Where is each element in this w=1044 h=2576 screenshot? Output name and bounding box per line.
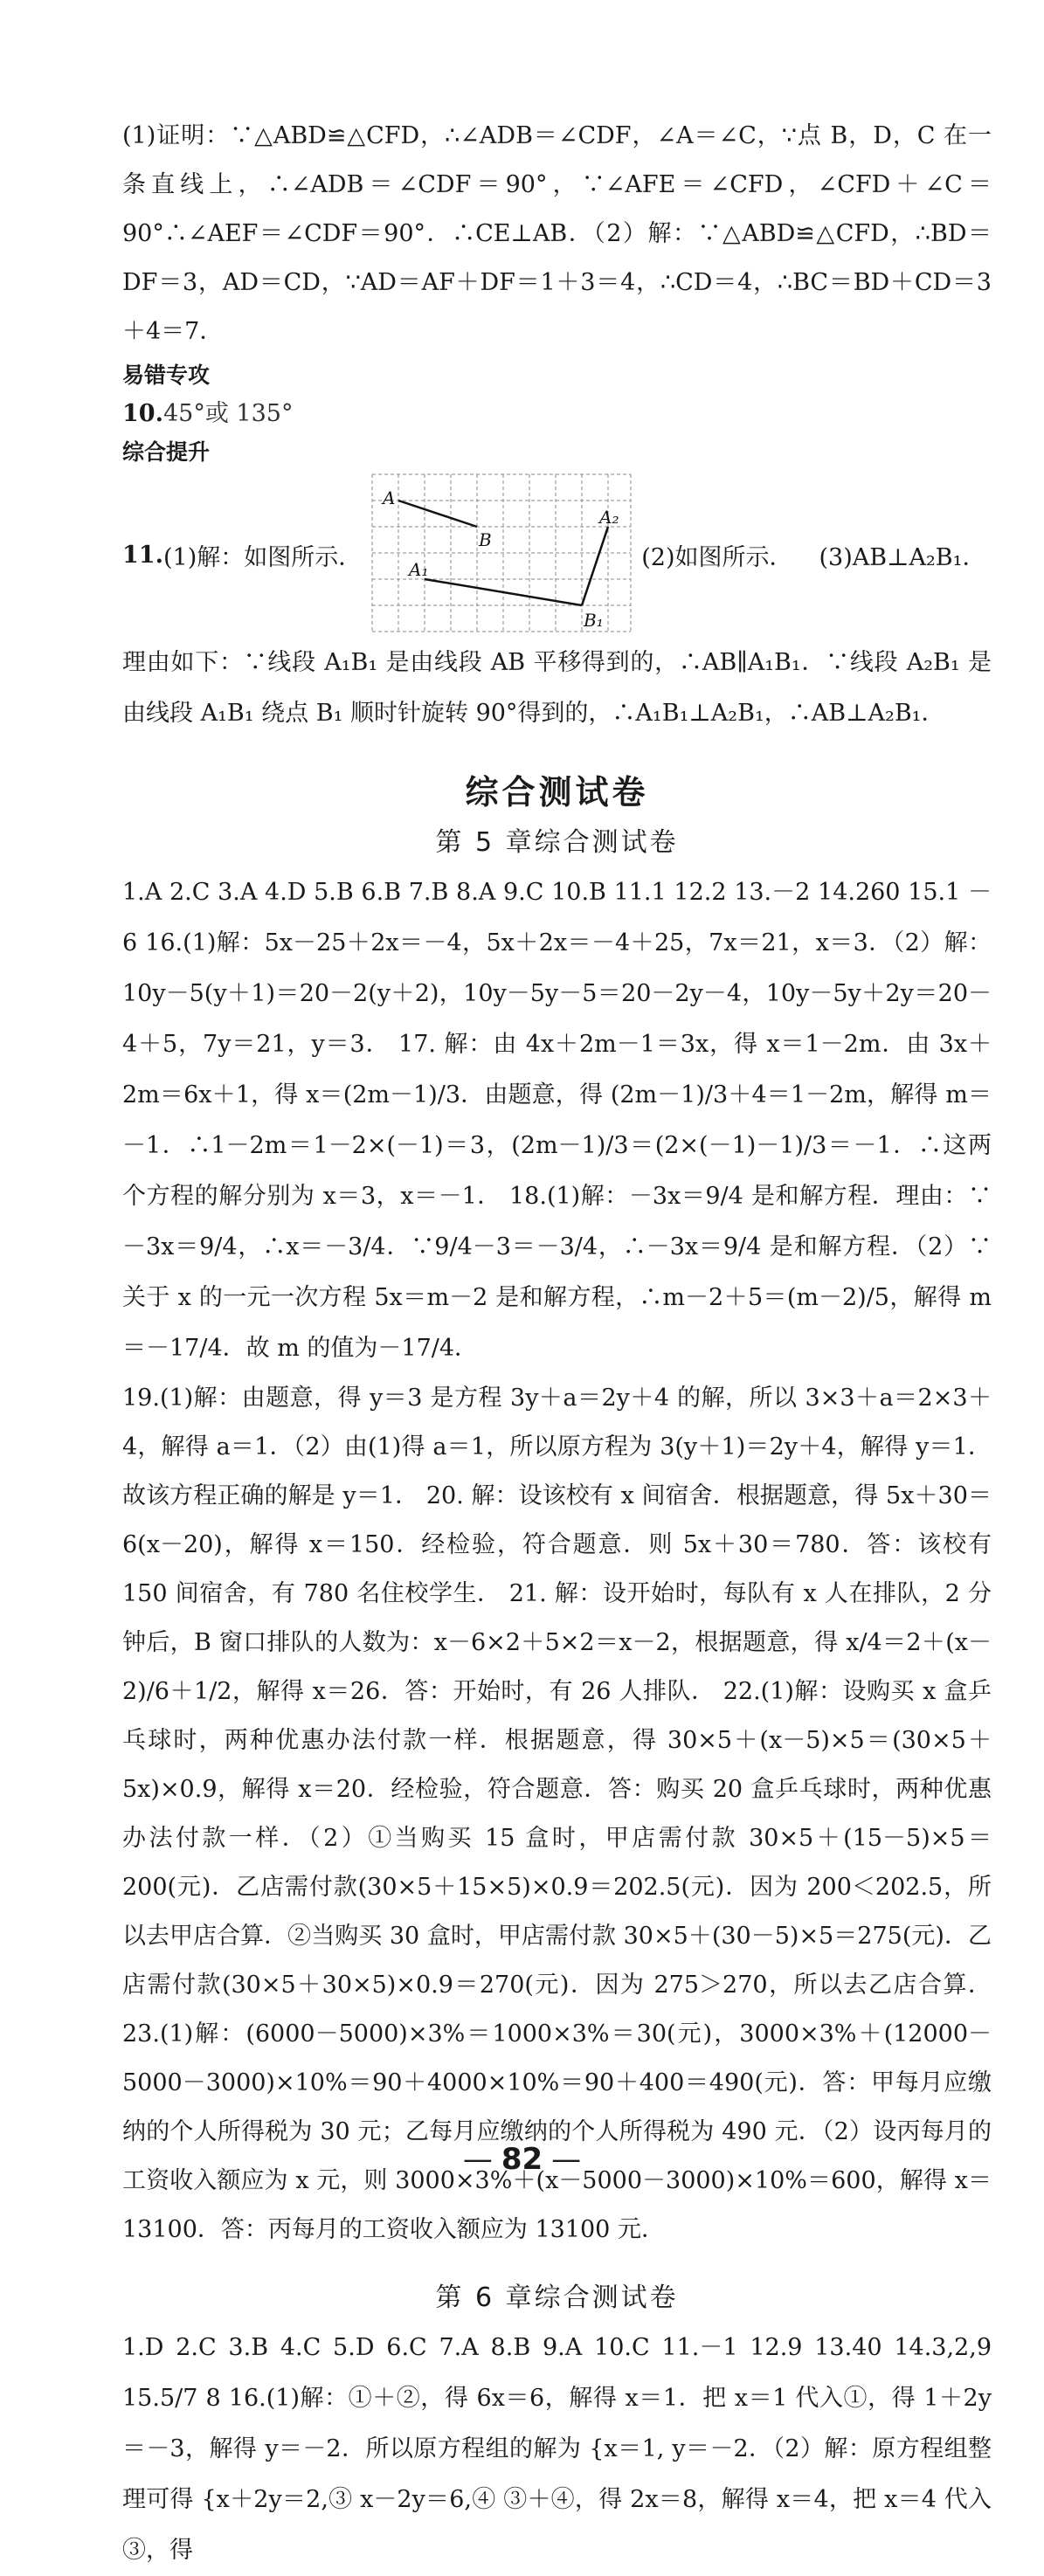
heading-error-focus: 易错专攻 (122, 363, 211, 388)
grid-lines (372, 474, 631, 632)
answer-paragraph-9: (1)证明：∵△ABD≌△CFD，∴∠ADB＝∠CDF，∠A＝∠C，∵点 B，D，C 在一条直线上，∴∠ADB＝∠CDF＝90°，∵∠AFE＝∠CFD，∠CFD＋∠C＝90°∴∠AEF＝∠CDF＝90°．∴CE⊥AB．（2）解：∵△ABD≌△CFD，∴BD＝DF＝3，AD＝CD，∵AD＝AF＋DF＝1＋3＝4，∴CD＝4，∴BC＝BD＋CD＝3＋4＝7． (122, 122, 992, 345)
heading-comprehensive: 综合提升 (122, 439, 211, 465)
chapter-5-answers-1: 1.A 2.C 3.A 4.D 5.B 6.B 7.B 8.A 9.C 10.B 11.1 12.2 13.－2 14.260 15.1 －6 16.(1)解：5x－25＋2x＝－4，5x＋2x＝－4＋25，7x＝21，x＝3．（2）解：10y－5(y＋1)＝20－2(y＋2)，10y－5y－5＝20－2y－4，10y－5y＋2y＝20－4＋5，7y＝21，y＝3． 17. 解：由 4x＋2m－1＝3x，得 x＝1－2m．由 3x＋2m＝6x＋1，得 x＝(2m－1)/3．由题意，得 (2m－1)/3＋4＝1－2m，解得 m＝－1．∴1－2m＝1－2×(－1)＝3，(2m－1)/3＝(2×(－1)－1)/3＝－1．∴这两个方程的解分别为 x＝3，x＝－1． 18.(1)解：－3x＝9/4 是和解方程．理由：∵－3x＝9/4，∴x＝－3/4．∵9/4－3＝－3/4，∴－3x＝9/4 是和解方程．（2）∵关于 x 的一元一次方程 5x＝m－2 是和解方程，∴m－2＋5＝(m－2)/5，解得 m＝－17/4．故 m 的值为－17/4． (122, 879, 992, 1362)
label-A2: A₂ (599, 507, 619, 528)
answer-11-part2: (2)如图所示． (641, 543, 793, 571)
chapter-6-answers: 1.D 2.C 3.B 4.C 5.D 6.C 7.A 8.B 9.A 10.C 11.－1 12.9 13.40 14.3,2,9 15.5/7 8 16.(1)解：①＋②，得 6x＝6，解得 x＝1．把 x＝1 代入①，得 1＋2y＝－3，解得 y＝－2．所以原方程组的解为 {x＝1, y＝－2．（2）解：原方程组整理可得 {x＋2y＝2,③ x－2y＝6,④ ③＋④，得 2x＝8，解得 x＝4，把 x＝4 代入③，得 (122, 2334, 992, 2564)
label-B: B (479, 529, 492, 550)
grid-figure (370, 473, 633, 637)
chapter-6-title: 第 6 章综合测试卷 (435, 2282, 679, 2313)
page-number: — 82 — (462, 2142, 582, 2177)
page-number-value: 82 (501, 2142, 543, 2177)
question-number: 11. (122, 541, 163, 569)
answer-value: 45°或 135° (162, 400, 294, 427)
segment-A1B1 (425, 579, 582, 605)
answer-11-row (122, 472, 992, 638)
segment-AB (398, 501, 477, 527)
label-A: A (383, 487, 396, 508)
label-B1: B₁ (584, 610, 604, 631)
section-title: 综合测试卷 (465, 773, 649, 811)
chapter-5-answers-2: 19.(1)解：由题意，得 y＝3 是方程 3y＋a＝2y＋4 的解，所以 3×3＋a＝2×3＋4，解得 a＝1．（2）由(1)得 a＝1，所以原方程为 3(y＋1)＝2y＋4，解得 y＝1．故该方程正确的解是 y＝1． 20. 解：设该校有 x 间宿舍．根据题意，得 5x＋30＝6(x－20)，解得 x＝150．经检验，符合题意．则 5x＋30＝780．答：该校有 150 间宿舍，有 780 名住校学生． 21. 解：设开始时，每队有 x 人在排队，2 分钟后，B 窗口排队的人数为：x－6×2＋5×2＝x－2，根据题意，得 x/4＝2＋(x－2)/6＋1/2，解得 x＝26．答：开始时，有 26 人排队． 22.(1)解：设购买 x 盒乒乓球时，两种优惠办法付款一样．根据题意，得 30×5＋(x－5)×5＝(30×5＋5x)×0.9，解得 x＝20．经检验，符合题意．答：购买 20 盒乒乓球时，两种优惠办法付款一样．（2）①当购买 15 盒时，甲店需付款 30×5＋(15－5)×5＝200(元)．乙店需付款(30×5＋15×5)×0.9＝202.5(元)．因为 200＜202.5，所以去甲店合算．②当购买 30 盒时，甲店需付款 30×5＋(30－5)×5＝275(元)．乙店需付款(30×5＋30×5)×0.9＝270(元)．因为 275＞270，所以去乙店合算． 23.(1)解：(6000－5000)×3%＝1000×3%＝30(元)，3000×3%＋(12000－5000－3000)×10%＝90＋4000×10%＝90＋400＝490(元)．答：甲每月应缴纳的个人所得税为 30 元；乙每月应缴纳的个人所得税为 490 元．（2）设丙每月的工资收入额应为 x 元，则 3000×3%＋(x－5000－3000)×10%＝600，解得 x＝13100．答：丙每月的工资收入额应为 13100 元． (122, 1385, 992, 2243)
label-A1: A₁ (409, 559, 429, 580)
answer-11-part1: (1)解：如图所示． (162, 543, 363, 571)
answer-10 (122, 395, 992, 433)
chapter-5-title: 第 5 章综合测试卷 (435, 827, 679, 858)
answer-11-reason: 理由如下：∵线段 A₁B₁ 是由线段 AB 平移得到的，∴AB∥A₁B₁．∵线段 A₂B₁ 是由线段 A₁B₁ 绕点 B₁ 顺时针旋转 90°得到的，∴A₁B₁⊥A₂B₁，∴AB⊥A₂B₁． (122, 649, 992, 727)
segment-A2B1 (582, 527, 608, 605)
question-number: 10. (122, 400, 163, 427)
answer-11-part3: (3)AB⊥A₂B₁． (819, 543, 986, 571)
